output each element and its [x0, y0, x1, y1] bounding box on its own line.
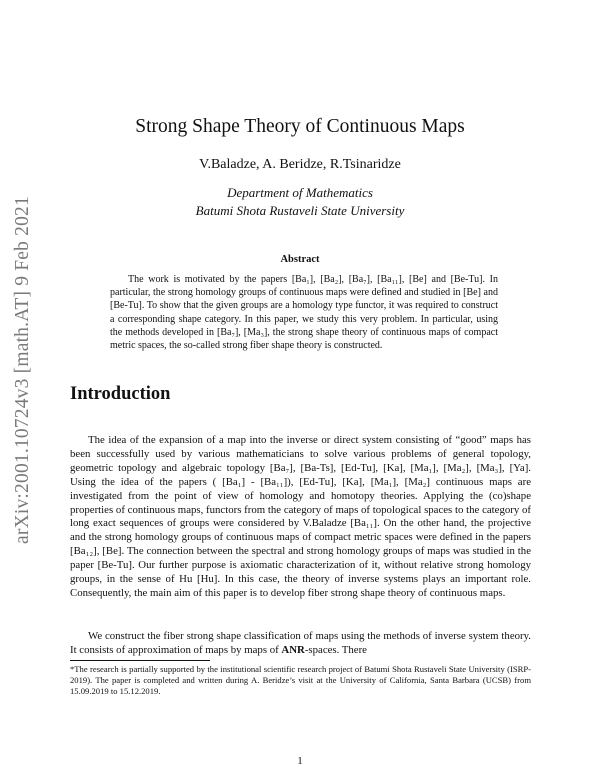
- introduction-paragraph-2: [70, 630, 531, 658]
- author-list: V.Baladze, A. Beridze, R.Tsinaridze: [199, 157, 401, 172]
- paragraph-2-text-start: We construct the fiber strong shape classification of maps using the methods of inverse system theory. It consists of approximation of maps by maps of: [70, 630, 531, 656]
- footnote-rule: [70, 660, 210, 661]
- footnote: *The research is partially supported by the institutional scientific research project of Batumi Shota Rustaveli State University (ISRP-2019). The paper is completed and written during A. Beridze’s visit at the University of California, Santa Barbara (UCSB) from 15.09.2019 to 15.12.2019.: [70, 664, 531, 697]
- paragraph-2-text-end: -spaces. There: [304, 643, 367, 656]
- introduction-paragraph-1: The idea of the expansion of a map into the inverse or direct system consisting of “good” maps has been successfully used by various mathematicians to solve various problems of general topology, geometric topology and algebraic topology [Ba₇], [Ba-Ts], [Ed-Tu], [Ka], [Ma₁], [Ma₂], [Ma₃], [Ya]. Using the idea of the papers ( [Ba₁] - [Ba₁₁]), [Ed-Tu], [Ka], [Ma₁], [Ma₂] continuous maps are investigated from the point of view of homology and homotopy theories. Applying the (co)shape properties of continuous maps, functors from the category of maps of topological spaces to the category of long exact sequences of groups were considered by V.Baladze [Ba₁₁]. On the other hand, the projective and the strong homology groups of continuous maps of compact metric spaces were defined in the papers [Ba₁₂], [Be]. The connection between the spectral and strong homology groups of maps was studied in the paper [Be-Tu]. Our further purpose is axiomatic characterization of it, without relative strong homology groups, in the sense of Hu [Hu]. In this case, the theory of inverse systems plays an important role. Consequently, the main aim of this paper is to develop fiber strong shape theory of continuous maps.: [70, 434, 531, 599]
- abstract-body: The work is motivated by the papers [Ba₁], [Ba₂], [Ba₇], [Ba₁₁], [Be] and [Be-Tu]. In particular, the strong homology groups of continuous maps were defined and studied in [Be] and [Be-Tu]. To show that the given groups are a homology type functor, it was required to construct a corresponding shape category. In this paper, we study this very problem. In particular, using the methods developed in [Ba₇], [Ma₃], the strong shape theory of continuous maps of compact metric spaces, the so-called strong fiber shape theory is constructed.: [110, 274, 498, 352]
- abstract-heading: Abstract: [280, 254, 320, 265]
- affiliation: [0, 184, 600, 220]
- section-heading-introduction: Introduction: [70, 384, 171, 404]
- arxiv-identifier-sidebar: [6, 170, 40, 570]
- arxiv-id-text: arXiv:2001.10724v3 [math.AT] 9 Feb 2021: [12, 196, 33, 544]
- page-number: 1: [297, 755, 303, 767]
- anr-term: ANR: [281, 643, 305, 656]
- affiliation-university: Batumi Shota Rustaveli State University: [195, 203, 405, 218]
- paper-title: Strong Shape Theory of Continuous Maps: [135, 116, 465, 137]
- affiliation-department: Department of Mathematics: [227, 185, 373, 200]
